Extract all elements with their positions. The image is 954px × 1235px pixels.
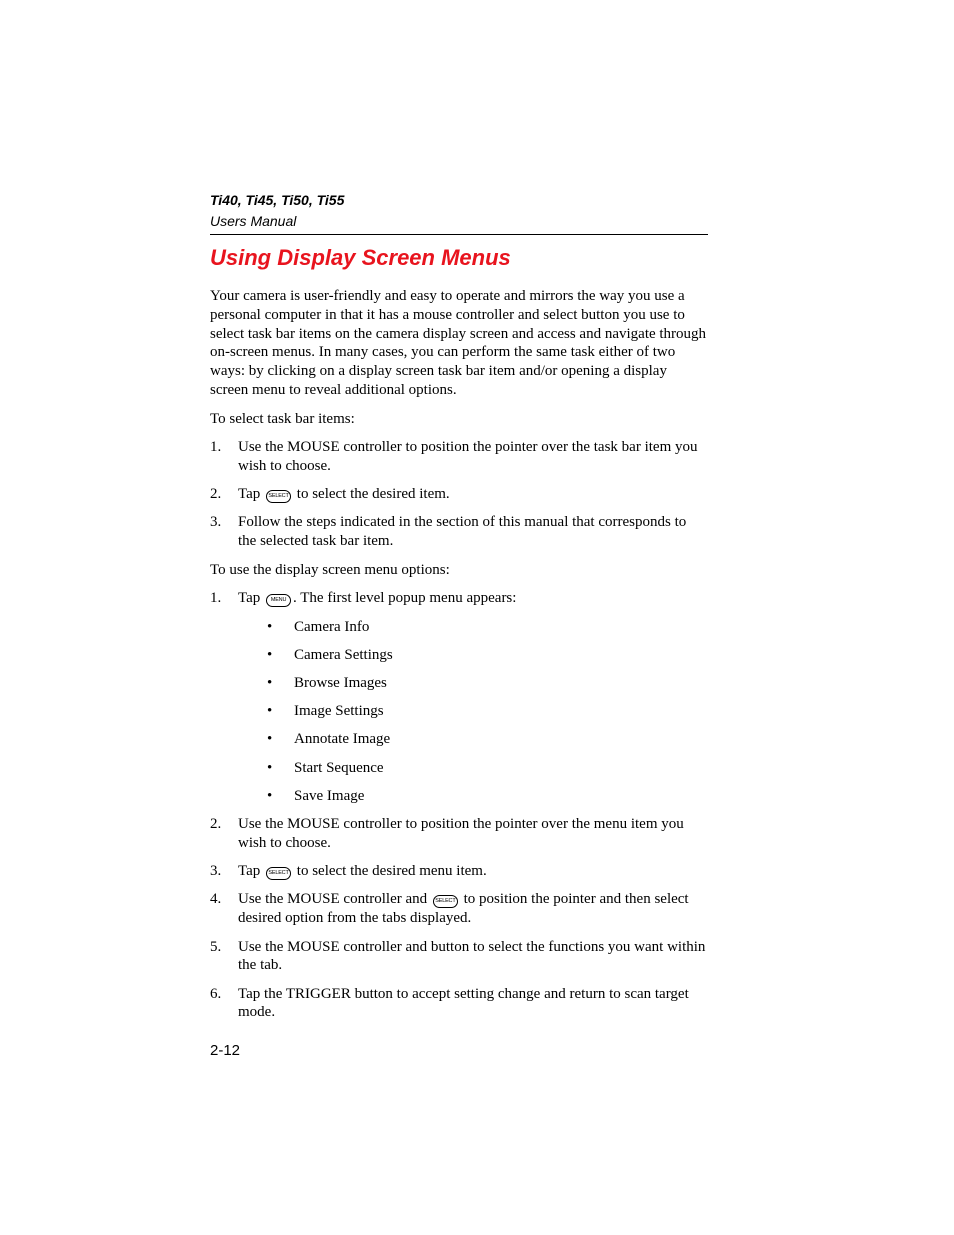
select-key-icon: SELECT [433, 895, 458, 908]
menu-step-5 [210, 938, 708, 976]
menu-item-label: Annotate Image [294, 731, 391, 748]
menu-step-3 [210, 862, 708, 881]
select-key-icon: SELECT [266, 490, 291, 503]
bullet-icon: • [267, 731, 273, 748]
menu-key-icon: MENU [266, 594, 291, 607]
step-number: 3. [210, 514, 222, 531]
intro-paragraph: Your camera is user-friendly and easy to operate and mirrors the way you use a personal computer in that it has a mouse controller and select button you use to select task bar items on the camera display screen and access and navigate through on-screen menus. In many cases, you can perform the same task either of two ways: by clicking on a display screen task bar item and/or opening a display screen menu to reveal additional options. [210, 288, 707, 398]
taskbar-lead: To select task bar items: [210, 410, 355, 427]
header-rule [210, 234, 708, 235]
bullet-icon: • [267, 703, 273, 720]
menu-item [267, 646, 708, 665]
menu-item [267, 787, 708, 806]
step-number: 1. [210, 590, 222, 607]
bullet-icon: • [267, 618, 273, 635]
step-text-pre: Use the MOUSE controller and [238, 891, 428, 908]
menu-item-label: Camera Settings [294, 646, 393, 663]
step-text-pre: Tap [238, 863, 261, 880]
manual-page [210, 191, 708, 1060]
taskbar-step-1 [210, 438, 708, 476]
step-text: Use the MOUSE controller to position the pointer over the menu item you wish to choose. [238, 816, 684, 851]
step-number: 5. [210, 938, 222, 955]
menu-item [267, 674, 708, 693]
menu-item [267, 759, 708, 778]
header-subtitle: Users Manual [210, 213, 297, 229]
bullet-icon: • [267, 646, 273, 663]
page-number: 2-12 [210, 1042, 241, 1060]
step-text-pre: Tap [238, 590, 261, 607]
step-number: 6. [210, 985, 222, 1002]
bullet-icon: • [267, 759, 273, 776]
menu-item-label: Image Settings [294, 703, 384, 720]
menu-step-4 [210, 890, 708, 928]
step-text: Follow the steps indicated in the section of this manual that corresponds to the selected task bar item. [238, 514, 687, 550]
menu-item-label: Camera Info [294, 618, 370, 635]
select-key-icon: SELECT [266, 867, 291, 880]
step-text-post: to position the pointer and then select desired option from the tabs displayed. [238, 891, 689, 927]
step-text: Use the MOUSE controller to position the pointer over the task bar item you wish to choose. [238, 439, 698, 474]
menu-items-list [210, 618, 708, 806]
section-title: Using Display Screen Menus [210, 245, 511, 270]
step-text-post: to select the desired item. [296, 486, 450, 503]
step-number: 4. [210, 891, 222, 908]
bullet-icon: • [267, 675, 273, 692]
step-text: Tap the TRIGGER button to accept setting change and return to scan target mode. [238, 985, 689, 1021]
bullet-icon: • [267, 787, 273, 804]
menu-item [267, 730, 708, 749]
step-number: 2. [210, 486, 222, 503]
header-model: Ti40, Ti45, Ti50, Ti55 [210, 192, 345, 208]
taskbar-step-2 [210, 485, 708, 504]
menu-item-label: Start Sequence [294, 759, 384, 776]
menu-step-2 [210, 815, 708, 853]
menu-item [267, 702, 708, 721]
step-text-pre: Tap [238, 486, 261, 503]
step-text-post: . The first level popup menu appears: [293, 590, 517, 607]
menu-lead: To use the display screen menu options: [210, 562, 450, 579]
menu-item [267, 618, 708, 637]
step-number: 2. [210, 816, 222, 833]
menu-item-label: Browse Images [294, 675, 387, 692]
step-number: 3. [210, 863, 222, 880]
step-text: Use the MOUSE controller and button to select the functions you want within the tab. [238, 938, 706, 974]
step-number: 1. [210, 439, 222, 456]
taskbar-step-3 [210, 513, 708, 551]
menu-item-label: Save Image [294, 787, 365, 804]
step-text-post: to select the desired menu item. [296, 863, 487, 880]
menu-step-1 [210, 589, 708, 608]
menu-step-6 [210, 985, 708, 1023]
